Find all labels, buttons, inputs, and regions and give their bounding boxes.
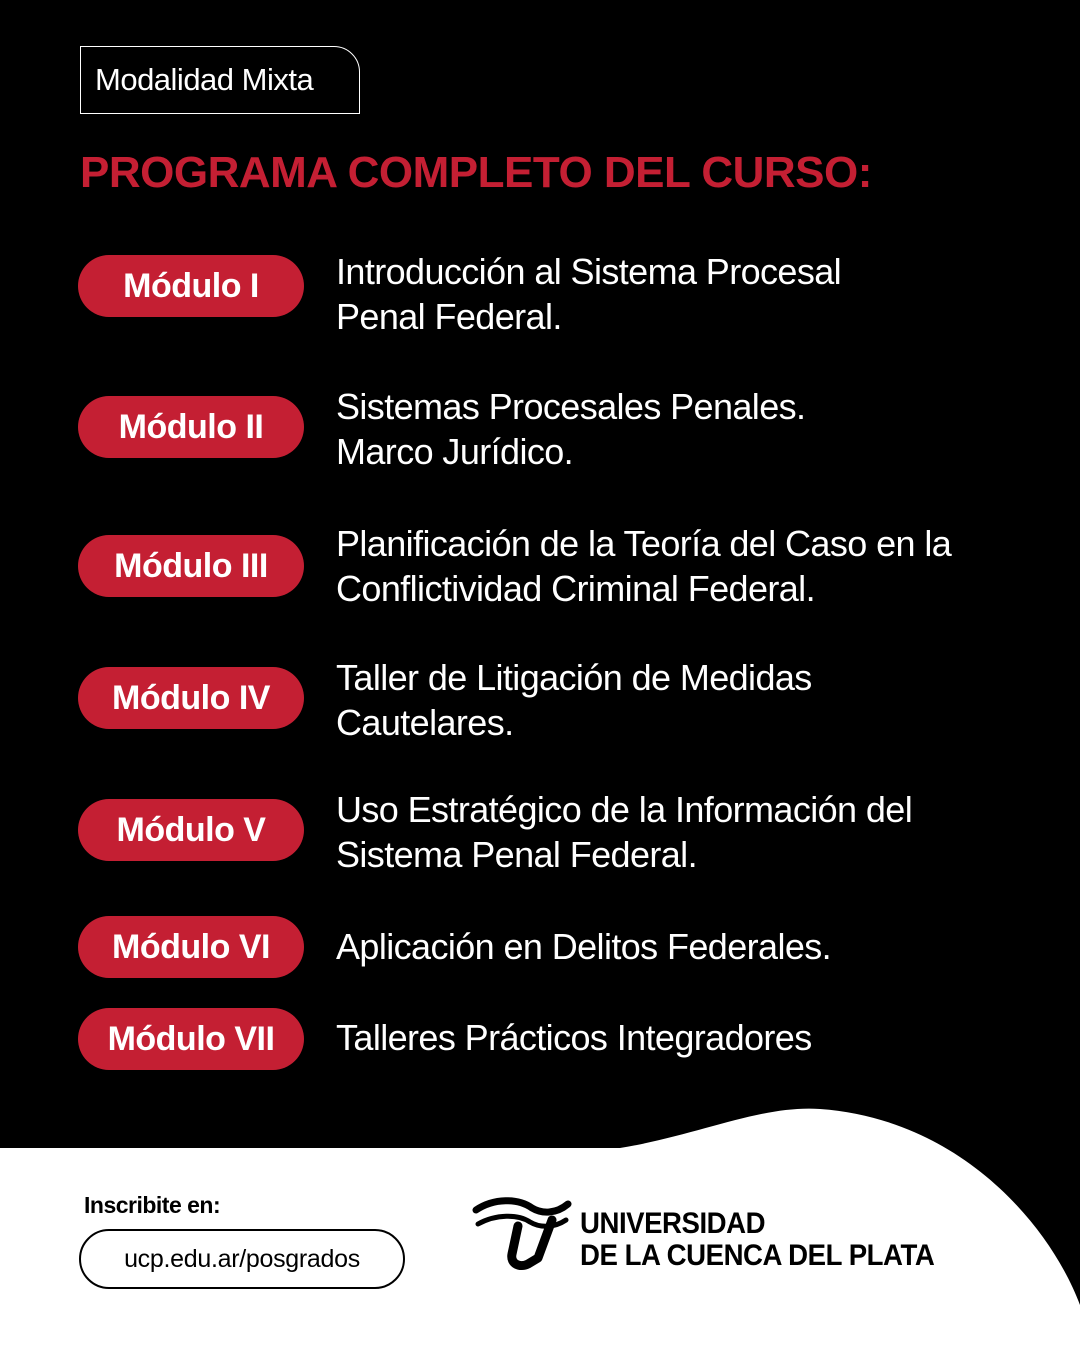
module-description: Aplicación en Delitos Federales.: [336, 926, 832, 967]
module-badge: Módulo V: [78, 799, 304, 861]
module-description: Planificación de la Teoría del Caso en la Conflictividad Criminal Federal.: [336, 523, 952, 609]
university-logo-icon: [472, 1196, 572, 1272]
register-link[interactable]: ucp.edu.ar/posgrados: [79, 1229, 405, 1289]
module-description: Taller de Litigación de Medidas Cautelares.: [336, 657, 812, 743]
module-badge: Módulo IV: [78, 667, 304, 729]
module-description: Introducción al Sistema Procesal Penal Federal.: [336, 251, 842, 337]
module-badge: Módulo VII: [78, 1008, 304, 1070]
module-badge: Módulo III: [78, 535, 304, 597]
register-label: Inscribite en:: [84, 1192, 221, 1218]
module-badge: Módulo II: [78, 396, 304, 458]
module-description: Uso Estratégico de la Información del Sistema Penal Federal.: [336, 789, 913, 875]
module-badge: Módulo VI: [78, 916, 304, 978]
module-badge: Módulo I: [78, 255, 304, 317]
module-description: Sistemas Procesales Penales. Marco Jurídico.: [336, 386, 806, 472]
modality-badge: Modalidad Mixta: [80, 46, 360, 114]
university-name: UNIVERSIDAD DE LA CUENCA DEL PLATA: [580, 1207, 935, 1272]
page-title: PROGRAMA COMPLETO DEL CURSO:: [80, 148, 872, 197]
module-description: Talleres Prácticos Integradores: [336, 1017, 812, 1058]
